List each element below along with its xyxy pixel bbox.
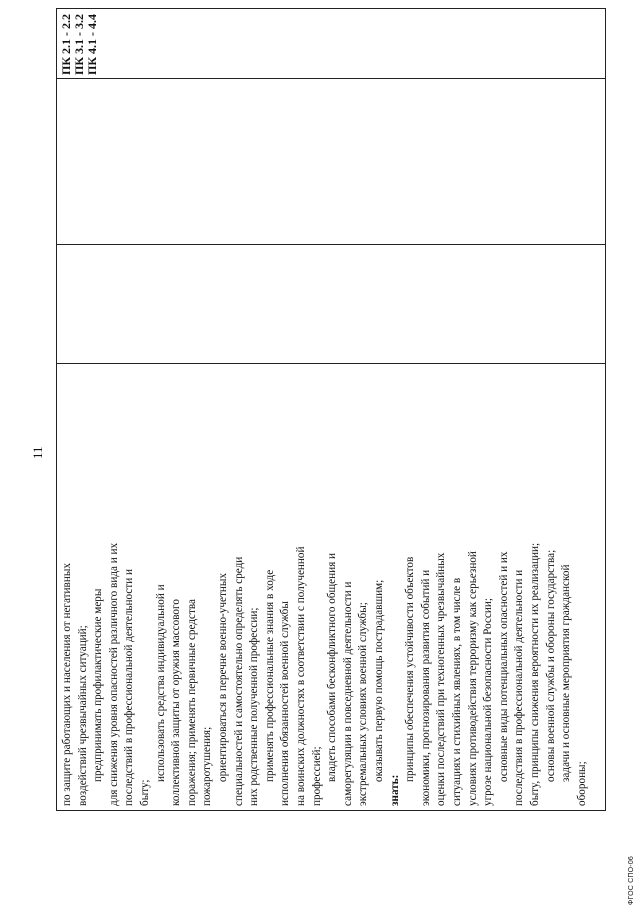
requirement-line: применять профессиональные знания в ходе [263,569,276,782]
requirement-line: предпринимать профилактические меры [92,588,105,782]
requirement-line: использовать средства индивидуальной и [154,584,167,782]
requirement-line: профессией; [310,746,323,806]
requirement-line: специальностей и самостоятельно определять среди [232,556,245,806]
requirement-line: задачи и основные мероприятия гражданской [560,564,573,782]
requirement-line: принципы обеспечения устойчивости объектов [404,556,417,782]
requirement-line: поражения; применять первичные средства [185,599,198,806]
requirement-line: последствия в профессиональной деятельности и [513,569,526,806]
document-footer: ФГОС СПО-06 [628,855,635,905]
requirement-line: воздействий чрезвычайных ситуаций; [76,625,89,806]
requirement-line: последствий в профессиональной деятельности и [123,568,136,806]
requirement-line: оценки последствий при техногенных чрезвычайных [435,552,448,806]
requirement-line: экономики, прогнозирования развития событий и [419,569,432,806]
competencies-column [57,9,605,81]
column-divider [57,363,605,364]
requirement-line: них родственные полученной профессии; [248,607,261,806]
competency-code: ПК 4.1 - 4.4 [85,13,99,75]
requirement-line: условиях противодействия терроризму как серьезной [466,551,479,806]
column-divider [57,244,605,245]
requirement-line: оказывать первую помощь пострадавшим; [373,579,385,782]
requirement-line: для снижения уровня опасностей различного вида и их [107,542,120,806]
requirement-line: основные виды потенциальных опасностей и их [497,551,510,782]
requirement-line: пожаротушения; [201,726,214,806]
requirement-line: на воинских должностях в соответствии с полученной [295,546,307,806]
requirement-line: быту, принципы снижения вероятности их реализации; [529,542,541,806]
requirements-text-column [57,364,605,810]
requirement-line: коллективной защиты от оружия массового [170,599,183,806]
requirement-line: угрозе национальной безопасности России; [482,597,495,806]
page-number: 11 [30,446,45,459]
requirement-line: экстремальных условиях военной службы; [357,602,370,806]
requirement-line: ориентироваться в перечне военно-учетных [217,573,229,782]
requirement-line: основы военной службы и обороны государства; [544,549,557,782]
requirement-line: исполнения обязанностей военной службы [279,601,292,806]
requirement-line: обороны; [575,761,588,806]
competency-code: ПК 3.1 - 3.2 [72,13,86,75]
requirement-line: знать: [388,774,401,806]
requirement-line: по защите работающих и населения от негативных [61,563,73,806]
requirement-line: ситуациях и стихийных явлениях, в том числе в [451,577,463,806]
standard-table [56,8,606,811]
requirement-line: быту; [139,779,151,806]
competency-code: ПК 2.1 - 2.2 [59,13,73,75]
requirement-line: саморегуляции в повседневной деятельности и [341,581,354,806]
requirement-line: владеть способами бесконфликтного общения и [326,552,339,782]
